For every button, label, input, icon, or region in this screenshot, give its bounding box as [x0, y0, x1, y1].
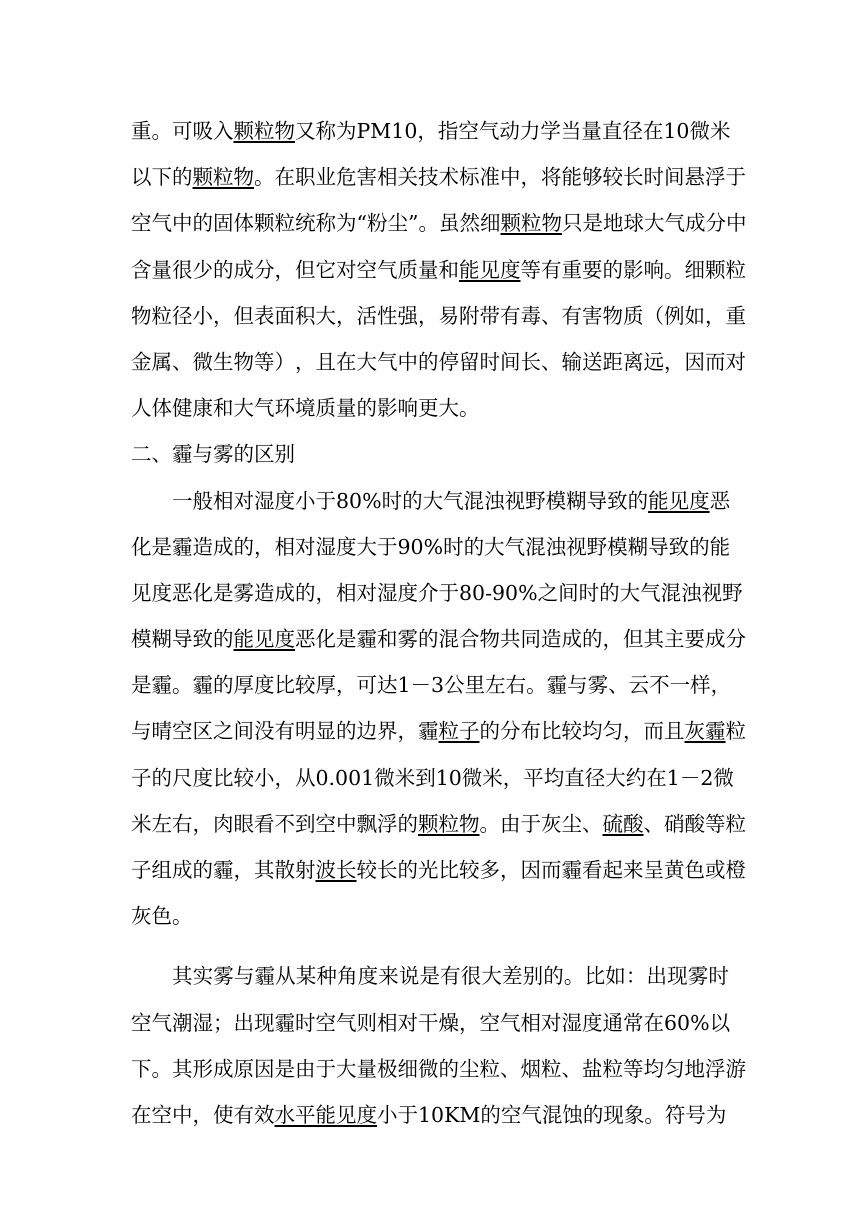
paragraph-gap — [131, 939, 729, 953]
text-line: 子 的 尺 度 比 较 小 ， 从 0.001 微 米 到 10 微 米 ， 平 均 直 径 大 约 在 1 － 2 微 — [131, 765, 734, 790]
text-line: 化 是 霾 造 成 的 ， 相 对 湿 度 大 于 90% 时 的 大 气 混 浊 视 野 模 糊 导 致 的 能 — [131, 534, 731, 559]
text-line: 米 左 右 ， 肉 眼 看 不 到 空 中 飘 浮 的 颗 粒 物 。 由 于 灰 尘 、 硫 酸 、 硝 酸 等 粒 — [131, 811, 746, 836]
text-line: 见 度 恶 化 是 雾 造 成 的 ， 相 对 湿 度 介 于 80-90% 之 间 时 的 大 气 混 浊 视 野 — [131, 580, 743, 605]
text-line: 模 糊 导 致 的 能 见 度 恶 化 是 霾 和 雾 的 混 合 物 共 同 造 成 的 ， 但 其 主 要 成 分 — [131, 627, 746, 652]
text-line: 灰 色 。 — [131, 904, 193, 929]
section-heading: 二 、 霾 与 雾 的 区 别 — [131, 442, 295, 467]
text-line: 是 霾 。 霾 的 厚 度 比 较 厚 ， 可 达 1 － 3 公 里 左 右 。 霾 与 雾 、 云 不 一 样 ， — [131, 673, 732, 698]
text-line: 子 组 成 的 霾 ， 其 散 射 波 长 较 长 的 光 比 较 多 ， 因 而 霾 看 起 来 呈 黄 色 或 橙 — [131, 858, 746, 882]
text-line: 下 。 其 形 成 原 因 是 由 于 大 量 极 细 微 的 尘 粒 、 烟 粒 、 盐 粒 等 均 匀 地 浮 游 — [131, 1056, 746, 1081]
text-line: 空 气 中 的 固 体 颗 粒 统 称 为 “ 粉 尘 ” 。 虽 然 细 颗 粒 物 只 是 地 球 大 气 成 分 中 — [131, 211, 747, 236]
text-line: 含 量 很 少 的 成 分 ， 但 它 对 空 气 质 量 和 能 见 度 等 有 重 要 的 影 响 。 细 颗 粒 — [131, 257, 746, 282]
text-line: 与 晴 空 区 之 间 没 有 明 显 的 边 界 ， 霾 粒 子 的 分 布 比 较 均 匀 ， 而 且 灰 霾 粒 — [131, 719, 746, 744]
text-line: 一 般 相 对 湿 度 小 于 80% 时 的 大 气 混 浊 视 野 模 糊 导 致 的 能 见 度 恶 — [172, 488, 731, 513]
text-line: 空 气 潮 湿 ； 出 现 霾 时 空 气 则 相 对 干 燥 ， 空 气 相 对 湿 度 通 常 在 60% 以 — [131, 1010, 731, 1035]
text-line: 金 属 、 微 生 物 等 ） ， 且 在 大 气 中 的 停 留 时 间 长 、 输 送 距 离 远 ， 因 而 对 — [131, 349, 746, 374]
text-line: 物 粒 径 小 ， 但 表 面 积 大 ， 活 性 强 ， 易 附 带 有 毒 、 有 害 物 质 （ 例 如 ， 重 — [131, 303, 746, 328]
text-line: 以 下 的 颗 粒 物 。 在 职 业 危 害 相 关 技 术 标 准 中 ， 将 能 够 较 长 时 间 悬 浮 于 — [131, 165, 746, 190]
document-page — [131, 108, 747, 1138]
text-line: 在 空 中 ， 使 有 效 水 平 能 见 度 小 于 10KM 的 空 气 混 蚀 的 现 象 。 符 号 为 — [131, 1102, 727, 1127]
text-line: 其 实 雾 与 霾 从 某 种 角 度 来 说 是 有 很 大 差 别 的 。 比 如 ： 出 现 雾 时 — [172, 964, 729, 989]
text-line: 重 。 可 吸 入 颗 粒 物 又 称 为 PM10 ， 指 空 气 动 力 学 当 量 直 径 在 10 微 米 — [131, 119, 731, 143]
text-line: 人 体 健 康 和 大 气 环 境 质 量 的 影 响 更 大 。 — [131, 396, 480, 421]
